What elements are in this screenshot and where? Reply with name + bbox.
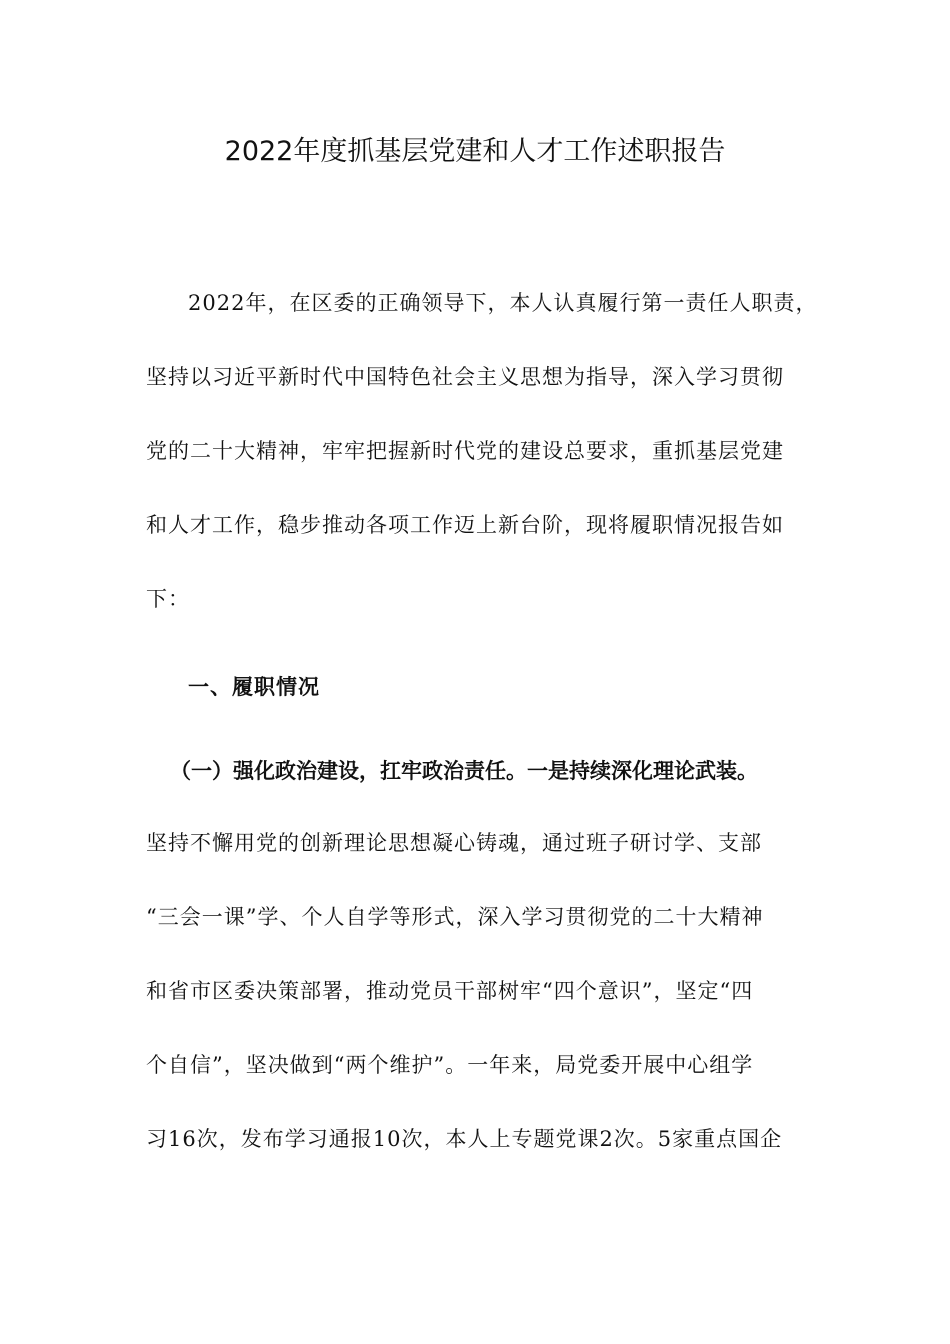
section-heading: 一、履职情况 xyxy=(188,675,320,699)
body-line-2: “三会一课”学、个人自学等形式，深入学习贯彻党的二十大精神 xyxy=(146,905,764,929)
body-line-1: 坚持不懈用党的创新理论思想凝心铸魂，通过班子研讨学、支部 xyxy=(146,831,762,855)
document-title: 2022年度抓基层党建和人才工作述职报告 xyxy=(224,136,726,167)
body-line-3: 和省市区委决策部署，推动党员干部树牢“四个意识”，坚定“四 xyxy=(146,979,754,1003)
intro-line-2: 坚持以习近平新时代中国特色社会主义思想为指导，深入学习贯彻 xyxy=(146,365,784,389)
intro-line-4: 和人才工作，稳步推动各项工作迈上新台阶，现将履职情况报告如 xyxy=(146,513,784,537)
intro-line-1: 2022年，在区委的正确领导下，本人认真履行第一责任人职责， xyxy=(188,291,818,315)
body-line-5: 习16次，发布学习通报10次，本人上专题党课2次。5家重点国企 xyxy=(146,1127,783,1151)
subsection-heading: （一）强化政治建设，扛牢政治责任。一是持续深化理论武装。 xyxy=(170,759,758,783)
intro-line-5: 下： xyxy=(146,587,190,611)
intro-line-3: 党的二十大精神，牢牢把握新时代党的建设总要求，重抓基层党建 xyxy=(146,439,784,463)
body-line-4: 个自信”，坚决做到“两个维护”。一年来，局党委开展中心组学 xyxy=(146,1053,754,1077)
